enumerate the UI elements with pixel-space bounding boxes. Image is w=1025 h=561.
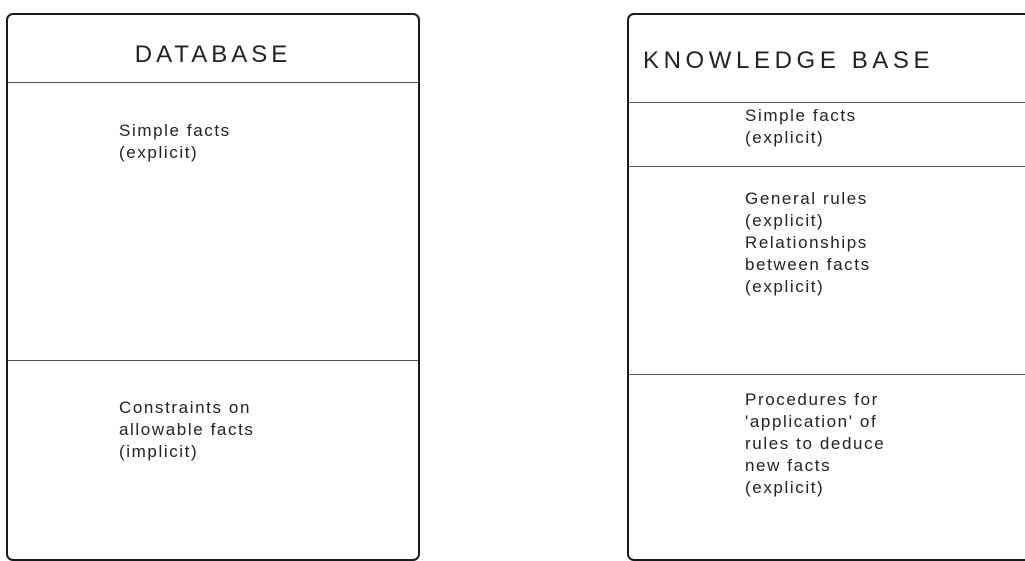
knowledge-base-divider-procedures bbox=[629, 374, 1025, 375]
knowledge-base-divider-rules bbox=[629, 166, 1025, 167]
database-panel bbox=[6, 13, 420, 561]
database-divider-title bbox=[8, 82, 418, 83]
knowledge-base-general-rules: General rules (explicit) Relationships between facts (explicit) bbox=[745, 189, 871, 296]
database-title: DATABASE bbox=[134, 41, 292, 68]
database-divider-constraints bbox=[8, 360, 418, 361]
database-simple-facts: Simple facts (explicit) bbox=[119, 121, 231, 162]
knowledge-base-procedures: Procedures for 'application' of rules to deduce new facts (explicit) bbox=[745, 390, 886, 497]
knowledge-base-simple-facts: Simple facts (explicit) bbox=[745, 106, 857, 147]
knowledge-base-title: KNOWLEDGE BASE bbox=[643, 47, 935, 74]
database-constraints: Constraints on allowable facts (implicit) bbox=[119, 398, 255, 461]
knowledge-base-panel bbox=[627, 13, 1025, 561]
knowledge-base-divider-title bbox=[629, 102, 1025, 103]
